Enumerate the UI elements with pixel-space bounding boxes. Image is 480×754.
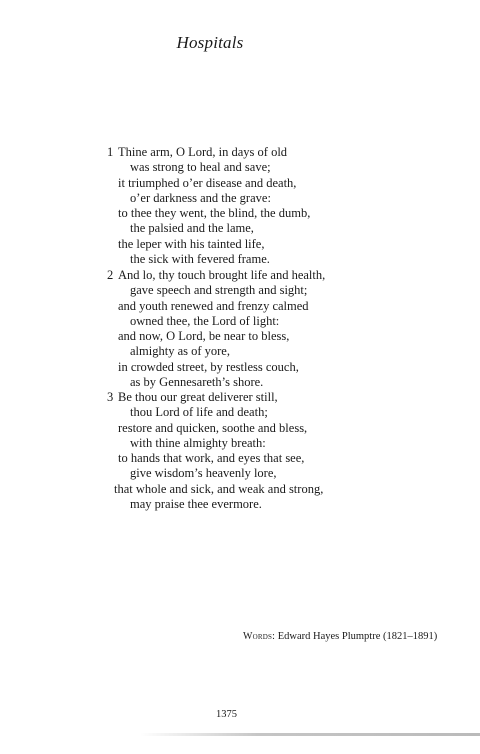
verse-line: gave speech and strength and sight; [130, 283, 308, 298]
verse-number: 3 [107, 390, 114, 404]
verse-line: and now, O Lord, be near to bless, [118, 329, 290, 344]
verse-line: give wisdom’s heavenly lore, [130, 466, 277, 481]
page-title: Hospitals [176, 33, 244, 52]
verse-number: 2 [107, 268, 114, 282]
verse-line: owned thee, the Lord of light: [130, 313, 280, 328]
verse-line: thou Lord of life and death; [130, 405, 268, 420]
verse-line: that whole and sick, and weak and strong, [114, 481, 324, 496]
verse-line: the leper with his tainted life, [118, 236, 265, 251]
verse-line: and youth renewed and frenzy calmed [118, 298, 309, 313]
verse-2 [107, 268, 326, 390]
verse-line: it triumphed o’er disease and death, [118, 175, 297, 190]
verse-line: with thine almighty breath: [130, 435, 266, 450]
verse-line: to hands that work, and eyes that see, [118, 451, 305, 466]
verse-line: in crowded street, by restless couch, [118, 359, 299, 374]
verse-line: the palsied and the lame, [130, 221, 254, 236]
attribution [243, 631, 437, 642]
verse-line: Thine arm, O Lord, in days of old [118, 145, 288, 159]
verse-line: was strong to heal and save; [130, 160, 271, 175]
verse-line: almighty as of yore, [130, 344, 230, 359]
verse-line: restore and quicken, soothe and bless, [118, 420, 308, 435]
verse-line: as by Gennesareth’s shore. [130, 375, 264, 390]
verse-line: may praise thee evermore. [130, 497, 262, 512]
page-number: 1375 [216, 709, 237, 720]
verse-line: to thee they went, the blind, the dumb, [118, 206, 311, 221]
verse-line: the sick with fevered frame. [130, 252, 270, 267]
verse-line: Be thou our great deliverer still, [118, 390, 278, 404]
page-edge-shadow [140, 733, 480, 736]
verse-1 [107, 145, 311, 267]
attribution-author: Edward Hayes Plumptre (1821–1891) [277, 631, 438, 642]
verse-line: And lo, thy touch brought life and health, [118, 268, 326, 282]
verse-line: o’er darkness and the grave: [130, 190, 271, 205]
attribution-label: Words: [243, 631, 276, 642]
verse-3 [107, 390, 324, 512]
verse-number: 1 [107, 145, 114, 159]
